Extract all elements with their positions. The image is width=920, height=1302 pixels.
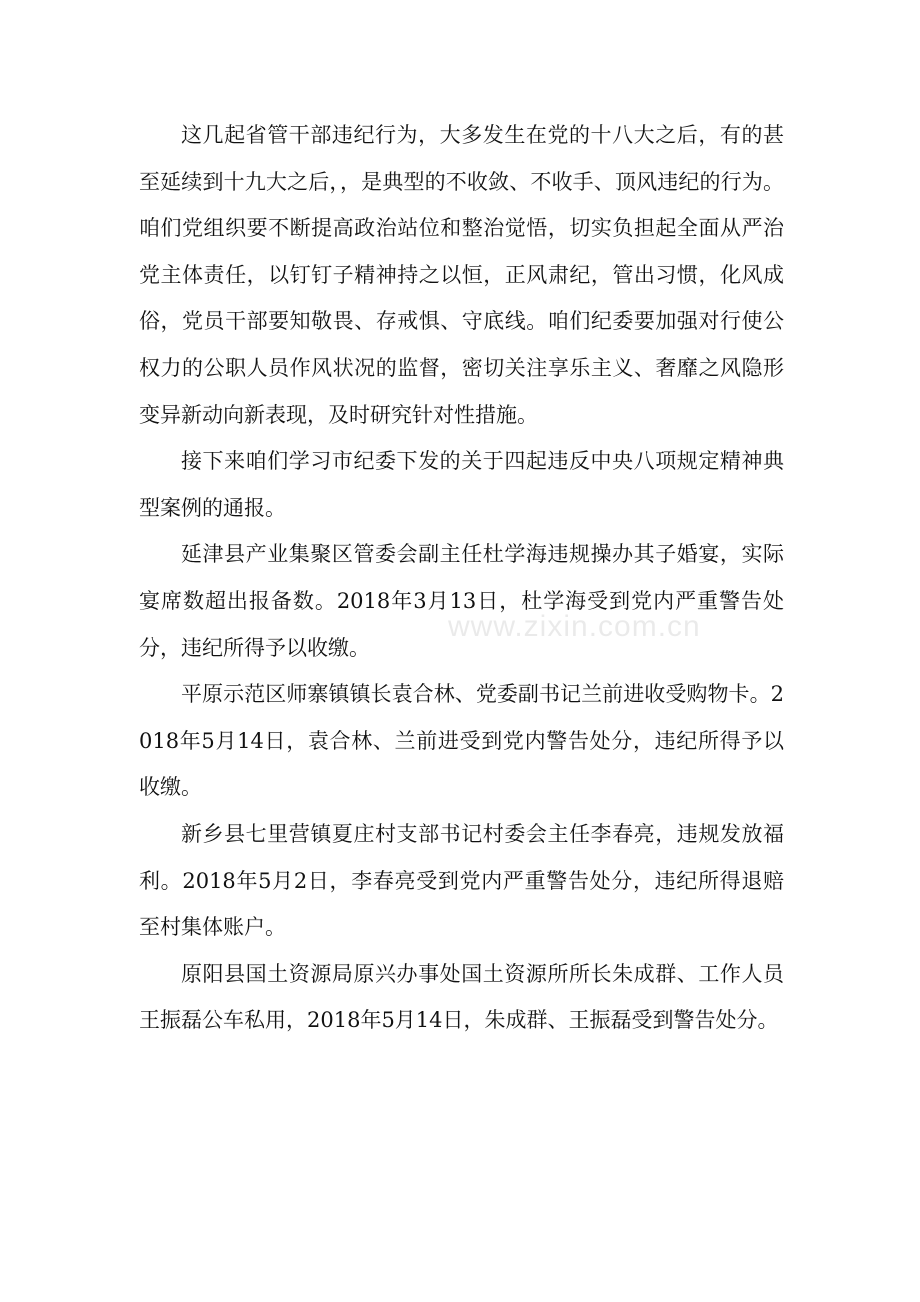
- watermark: www.zixin.com.cn: [448, 610, 701, 643]
- paragraph-case-pingyuan: 平原示范区师寨镇镇长袁合林、党委副书记兰前进收受购物卡。2018年5月14日，袁合林、兰前进受到党内警告处分，违纪所得予以收缴。: [139, 682, 784, 800]
- paragraph-case-yuanyang: 原阳县国土资源局原兴办事处国土资源所所长朱成群、工作人员王振磊公车私用，2018年5月14日，朱成群、王振磊受到警告处分。: [139, 961, 784, 1033]
- paragraph-study-intro: 接下来咱们学习市纪委下发的关于四起违反中央八项规定精神典型案例的通报。: [139, 449, 784, 520]
- document-body: [139, 112, 784, 1044]
- paragraph-discipline-summary: 这几起省管干部违纪行为，大多发生在党的十八大之后，有的甚至延续到十九大之后，，是典型的不收敛、不收手、顶风违纪的行为。咱们党组织要不断提高政治站位和整治觉悟，切实负担起全面从严治党主体责任，以钉钉子精神持之以恒，正风肃纪，管出习惯，化风成俗，党员干部要知敬畏、存戒惧、守底线。咱们纪委要加强对行使公权力的公职人员作风状况的监督，密切关注享乐主义、奢靡之风隐形变异新动向新表现，及时研究针对性措施。: [139, 123, 784, 427]
- paragraph-case-yanjin: 延津县产业集聚区管委会副主任杜学海违规操办其子婚宴，实际宴席数超出报备数。2018年3月13日，杜学海受到党内严重警告处分，违纪所得予以收缴。: [139, 542, 784, 660]
- paragraph-case-xinxiang: 新乡县七里营镇夏庄村支部书记村委会主任李春亮，违规发放福利。2018年5月2日，李春亮受到党内严重警告处分，违纪所得退赔至村集体账户。: [139, 821, 784, 940]
